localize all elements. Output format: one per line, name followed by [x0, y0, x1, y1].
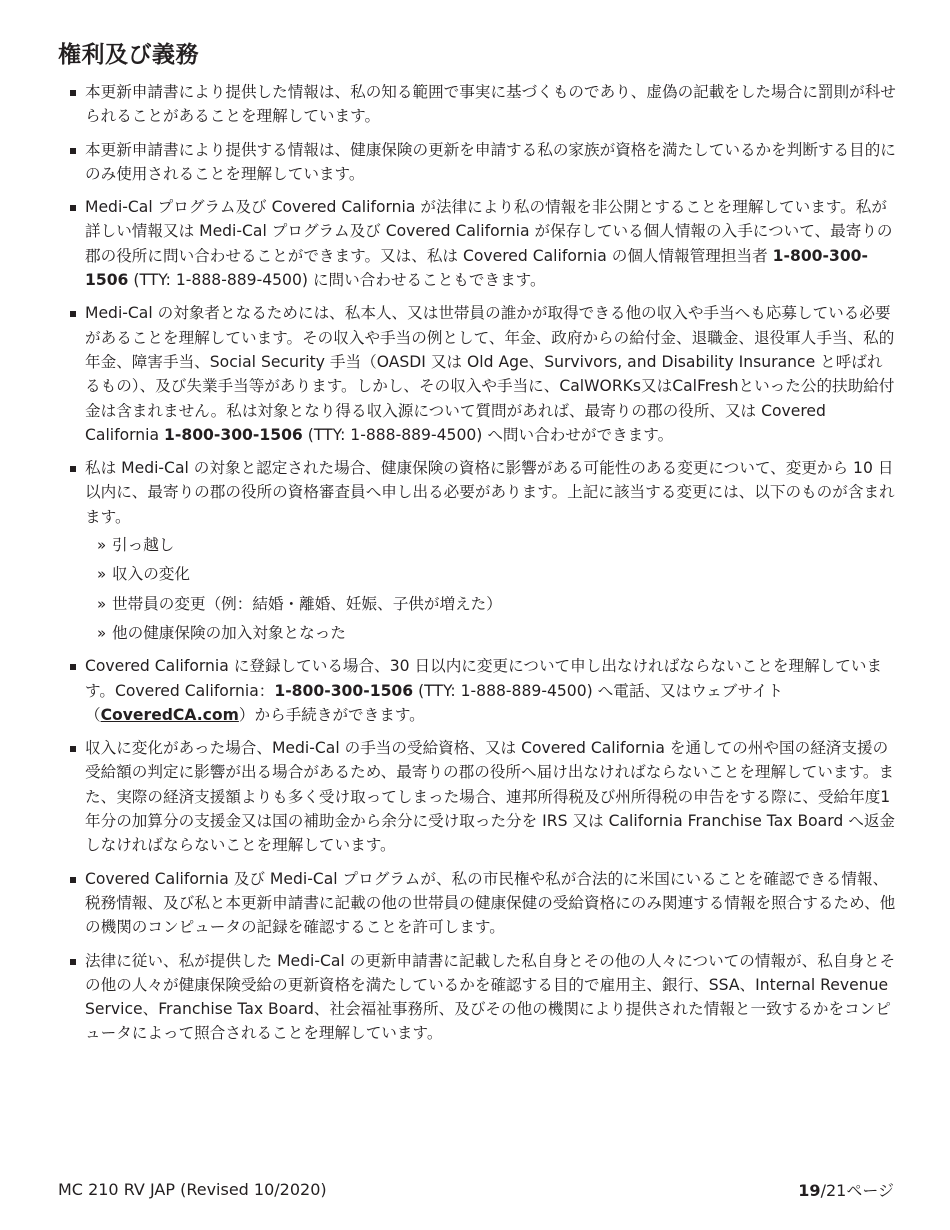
item-text: Covered California に登録している場合、30 日以内に変更について申し出なければならないことを理解しています。Covered California：: [85, 657, 883, 700]
sub-list-item: [85, 592, 896, 616]
chevron-right-icon: »: [97, 565, 107, 584]
bullet-icon: [70, 959, 76, 965]
bullet-icon: [70, 664, 76, 670]
bullet-icon: [70, 466, 76, 472]
sub-item-text: 収入の変化: [112, 565, 190, 584]
list-item: [70, 456, 896, 645]
item-text: Medi-Cal プログラム及び Covered California が法律により私の情報を非公開とすることを理解しています。私が詳しい情報又は Medi-Cal プログラム及び Covered California が保存している個人情報の入手について、最寄りの郡の役所に問い合わせることができます。又は、私は Covered California の個人情報管理担当者: [85, 198, 893, 265]
page-current: 19: [798, 1181, 821, 1200]
chevron-right-icon: »: [97, 623, 107, 642]
phone-number: 1-800-300-1506: [85, 246, 869, 290]
page-number: [798, 1178, 894, 1201]
sub-item-text: 他の健康保険の加入対象となった: [112, 623, 346, 642]
item-text: 収入に変化があった場合、Medi-Cal の手当の受給資格、又は Covered California を通しての州や国の経済支援の受給額の判定に影響が出る場合があるため、最寄りの郡の役所へ届け出なければならないことを理解しています。また、実際の経済支援額よりも多く受け取ってしまった場合、連邦所得税及び州所得税の申告をする際に、受給年度1年分の加算分の支援金又は国の補助金から余分に受け取った分を IRS 又は California Franchise Tax Board へ返金しなければならないことを理解しています。: [85, 739, 896, 855]
item-text: (TTY: 1-888-889-4500) へ問い合わせができます。: [302, 425, 674, 444]
list-item: [70, 138, 896, 187]
item-text: 本更新申請書により提供する情報は、健康保険の更新を申請する私の家族が資格を満たしているかを判断する目的にのみ使用されることを理解しています。: [85, 140, 896, 183]
list-item: [70, 195, 896, 292]
sub-item-text: 世帯員の変更（例：結婚・離婚、妊娠、子供が増えた）: [112, 594, 502, 613]
form-id: MC 210 RV JAP (Revised 10/2020): [58, 1180, 327, 1199]
list-item: [70, 80, 896, 129]
item-text: Covered California 及び Medi-Cal プログラムが、私の市民権や私が合法的に米国にいることを確認できる情報、税務情報、及び私と本更新申請書に記載の他の世帯員の健康保健の受給資格にのみ関連する情報を照合するため、他の機関のコンピュータの記録を確認することを許可します。: [85, 869, 896, 937]
bullet-icon: [70, 148, 76, 154]
item-text: Medi-Cal の対象者となるためには、私本人、又は世帯員の誰かが取得できる他の収入や手当へも応募している必要があることを理解しています。その収入や手当の例として、年金、政府からの給付金、退職金、退役軍人手当、私的年金、障害手当、Social Security 手当（OASDI 又は Old Age、Survivors, and Disability Insurance と呼ばれるもの）、及び失業手当等があります。しかし、その収入や手当に、CalWORKs又はCalFreshといった公的扶助給付金は含まれません。私は対象となり得る収入源について質問があれば、最寄りの郡の役所、又は Covered California: [85, 304, 895, 444]
chevron-right-icon: »: [97, 594, 107, 613]
list-item: [70, 867, 896, 940]
bullet-icon: [70, 90, 76, 96]
website-link[interactable]: CoveredCA.com: [100, 705, 239, 724]
changes-sublist: [85, 533, 896, 645]
phone-number: 1-800-300-1506: [274, 681, 414, 700]
sub-list-item: [85, 562, 896, 586]
item-text: ）から手続きができます。: [238, 705, 425, 724]
section-title: 権利及び義務: [58, 42, 199, 68]
list-item: [70, 949, 896, 1046]
list-item: [70, 736, 896, 857]
sub-list-item: [85, 533, 896, 557]
item-text: 私は Medi-Cal の対象と認定された場合、健康保険の資格に影響がある可能性のある変更について、変更から 10 日以内に、最寄りの郡の役所の資格審査員へ申し出る必要があります。上記に該当する変更には、以下のものが含まれます。: [85, 459, 895, 526]
list-item: [70, 654, 896, 727]
chevron-right-icon: »: [97, 536, 107, 555]
sub-item-text: 引っ越し: [112, 536, 175, 555]
bullet-icon: [70, 746, 76, 752]
page-total: /21ページ: [820, 1181, 894, 1200]
item-text: (TTY: 1-888-889-4500) へ電話、又はウェブサイト（: [85, 681, 784, 724]
sub-list-item: [85, 621, 896, 645]
item-text: 法律に従い、私が提供した Medi-Cal の更新申請書に記載した私自身とその他の人々についての情報が、私自身とその他の人々が健康保険受給の更新資格を満たしているかを確認する目的で雇用主、銀行、SSA、Internal Revenue Service、Franchise Tax Board、社会福祉事務所、及びその他の機関により提供された情報と一致するかをコンピュータによって照合されることを理解しています。: [85, 951, 896, 1043]
bullet-icon: [70, 311, 76, 317]
item-text: (TTY: 1-888-889-4500) に問い合わせることもできます。: [128, 271, 546, 290]
list-item: [70, 301, 896, 447]
bullet-icon: [70, 205, 76, 211]
rights-list: [70, 80, 896, 1055]
phone-number: 1-800-300-1506: [164, 425, 303, 444]
bullet-icon: [70, 877, 76, 883]
item-text: 本更新申請書により提供した情報は、私の知る範囲で事実に基づくものであり、虚偽の記載をした場合に罰則が科せられることがあることを理解しています。: [85, 83, 896, 126]
